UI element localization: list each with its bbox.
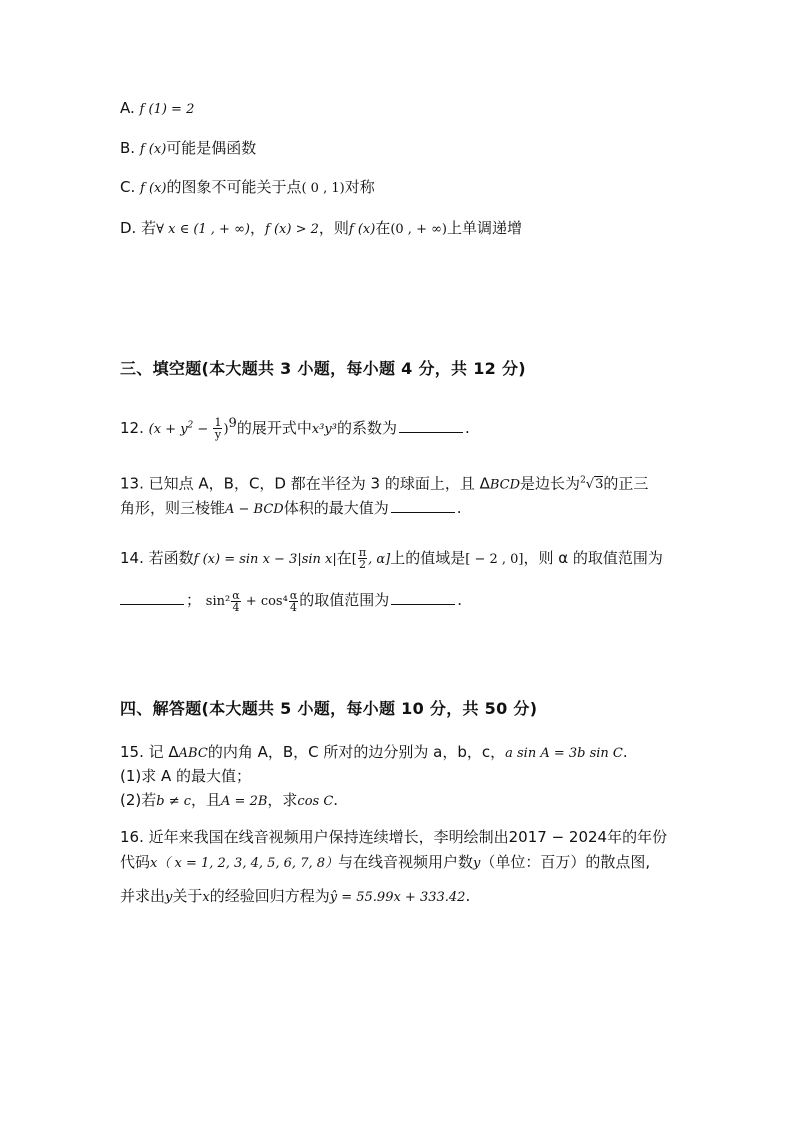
option-c-label: C. (120, 178, 136, 196)
q13-line2b: 体积的最大值为 (283, 499, 389, 517)
q12-number: 12. (120, 419, 144, 437)
q14-interval: , α] (368, 552, 391, 567)
option-c-point: ( 0 , 1) (301, 181, 345, 196)
q14-range: [ − 2 , 0] (465, 552, 524, 567)
q14-pi-fraction: $\frac{\pi}{2}$ (358, 546, 367, 571)
q12-expr: ($x + y^2$ − (148, 420, 213, 437)
option-a-label: A. (120, 99, 135, 117)
option-c-text2: 对称 (344, 178, 375, 196)
question-16-line-2: 代码x（ x = 1, 2, 3, 4, 5, 6, 7, 8）与在线音视频用户数y（单位：百万）的散点图, (120, 853, 651, 871)
q12-t2: 的系数为 (336, 419, 397, 437)
q13-number: 13. (120, 474, 144, 493)
question-15-part-1: (1)求 A 的最大值； (120, 767, 252, 785)
q15-t2: 的内角 A，B，C 所对的边分别为 a，b，c， (207, 743, 506, 761)
question-16-line-3: 并求出y关于x的经验回归方程为ŷ = 55.99x + 333.42. (120, 887, 471, 905)
q16-line-1-text: 近年来我国在线音视频用户保持连续增长，李明绘制出2017 − 2024年的年份 (148, 828, 668, 846)
section-4-heading: 四、解答题(本大题共 5 小题，每小题 10 分，共 50 分) (120, 699, 538, 718)
q13-bcd: BCD (489, 477, 521, 493)
q14-answer-blank-2[interactable] (391, 590, 455, 605)
option-d-sep: ， (250, 219, 266, 237)
option-c (120, 177, 375, 199)
option-d-t2: ，则 (318, 219, 349, 237)
q12-answer-blank[interactable] (399, 418, 463, 433)
q14-expr2: sin² $\frac{\alpha}{4}$ + cos⁴ $\frac{\alpha}{4}$ (205, 589, 298, 614)
q12-t1: 的展开式中 (236, 419, 312, 437)
q16-x-set: （ x = 1, 2, 3, 4, 5, 6, 7, 8） (157, 856, 339, 871)
q15-abc: ABC (178, 746, 208, 761)
q14-number: 14. (120, 549, 144, 567)
question-16-line-1 (120, 827, 667, 847)
question-14-line-2: ； sin² $\frac{\alpha}{4}$ + cos⁴ $\frac{\alpha}{4}$ 的取值范围为 . (120, 590, 462, 613)
question-12: 12. ($x + y^2$ − $\frac{1}{y}$ )$^9$的展开式中x³y³的系数为 . (120, 416, 470, 441)
question-13-line-1 (120, 471, 648, 495)
option-d-cond2: f (x) > 2 (265, 222, 319, 237)
q13-tetrahedron: A − BCD (225, 502, 284, 517)
section-3-heading: 三、填空题(本大题共 3 小题，每小题 4 分，共 12 分) (120, 359, 526, 378)
option-d-label: D. (120, 219, 137, 237)
q15-condition: b ≠ c (156, 794, 192, 809)
question-15-line-1: 15. 记 ΔABC的内角 A，B，C 所对的边分别为 a，b，c，a sin A = 3b sin C. (120, 743, 628, 761)
q16-regression-equation: ŷ = 55.99x + 333.42 (329, 890, 466, 905)
q14-function: f (x) = sin x − 3|sin x| (193, 552, 337, 567)
q15-angle-eq: A = 2B (221, 794, 268, 809)
q13-t1: 已知点 A，B，C，D 都在半径为 3 的球面上，且 Δ (148, 474, 490, 493)
question-13-line-2: 角形，则三棱锥A − BCD体积的最大值为 . (120, 499, 462, 517)
q12-exponent: 9 (228, 416, 237, 431)
q12-term: x³y³ (311, 422, 337, 437)
option-d-interval: (0 , + ∞) (390, 222, 447, 237)
q14-answer-blank-1[interactable] (120, 590, 184, 605)
q14-t2: 在 (336, 549, 352, 567)
option-d-t3: 在 (375, 219, 391, 237)
q15-cos: cos C (297, 794, 334, 809)
option-c-text1: 的图象不可能关于点 (166, 178, 302, 196)
option-d (120, 218, 522, 240)
question-14-line-1: 14. 若函数f (x) = sin x − 3|sin x|在[ $\frac{\pi}{2}$ , α]上的值域是[ − 2 , 0]，则 α 的取值范围为 (120, 546, 663, 571)
q14-t1: 若函数 (148, 549, 194, 567)
q15-t1: 记 Δ (148, 743, 179, 761)
q13-answer-blank[interactable] (391, 498, 455, 513)
option-b (120, 138, 256, 160)
q13-line2a: 角形，则三棱锥 (120, 499, 226, 517)
option-b-label: B. (120, 139, 136, 157)
option-c-expr: f (x) (140, 181, 167, 196)
option-d-cond: ∀ x ∈ (1 , + ∞) (156, 222, 250, 237)
q16-number: 16. (120, 828, 144, 846)
q14-t5: 的取值范围为 (299, 591, 390, 609)
option-d-t4: 上单调递增 (447, 219, 523, 237)
option-a-expr: f (1) = 2 (139, 102, 195, 117)
question-15-part-2: (2)若b ≠ c，且A = 2B，求cos C. (120, 791, 339, 809)
q13-side: $^2$√3 (580, 476, 604, 493)
q14-t3: 上的值域是 (390, 549, 466, 567)
option-d-t1: 若 (141, 219, 157, 237)
option-b-expr: f (x) (139, 142, 167, 157)
q13-t2: 是边长为 (520, 474, 581, 493)
option-a (120, 98, 194, 120)
option-b-text: 可能是偶函数 (166, 139, 257, 157)
q12-fraction: $\frac{1}{y}$ (214, 416, 222, 441)
q13-t3: 的正三 (603, 474, 649, 493)
q15-number: 15. (120, 743, 144, 761)
q15-equation: a sin A = 3b sin C (505, 746, 623, 761)
q14-t4: ，则 α 的取值范围为 (523, 549, 663, 567)
option-d-f: f (x) (348, 222, 376, 237)
